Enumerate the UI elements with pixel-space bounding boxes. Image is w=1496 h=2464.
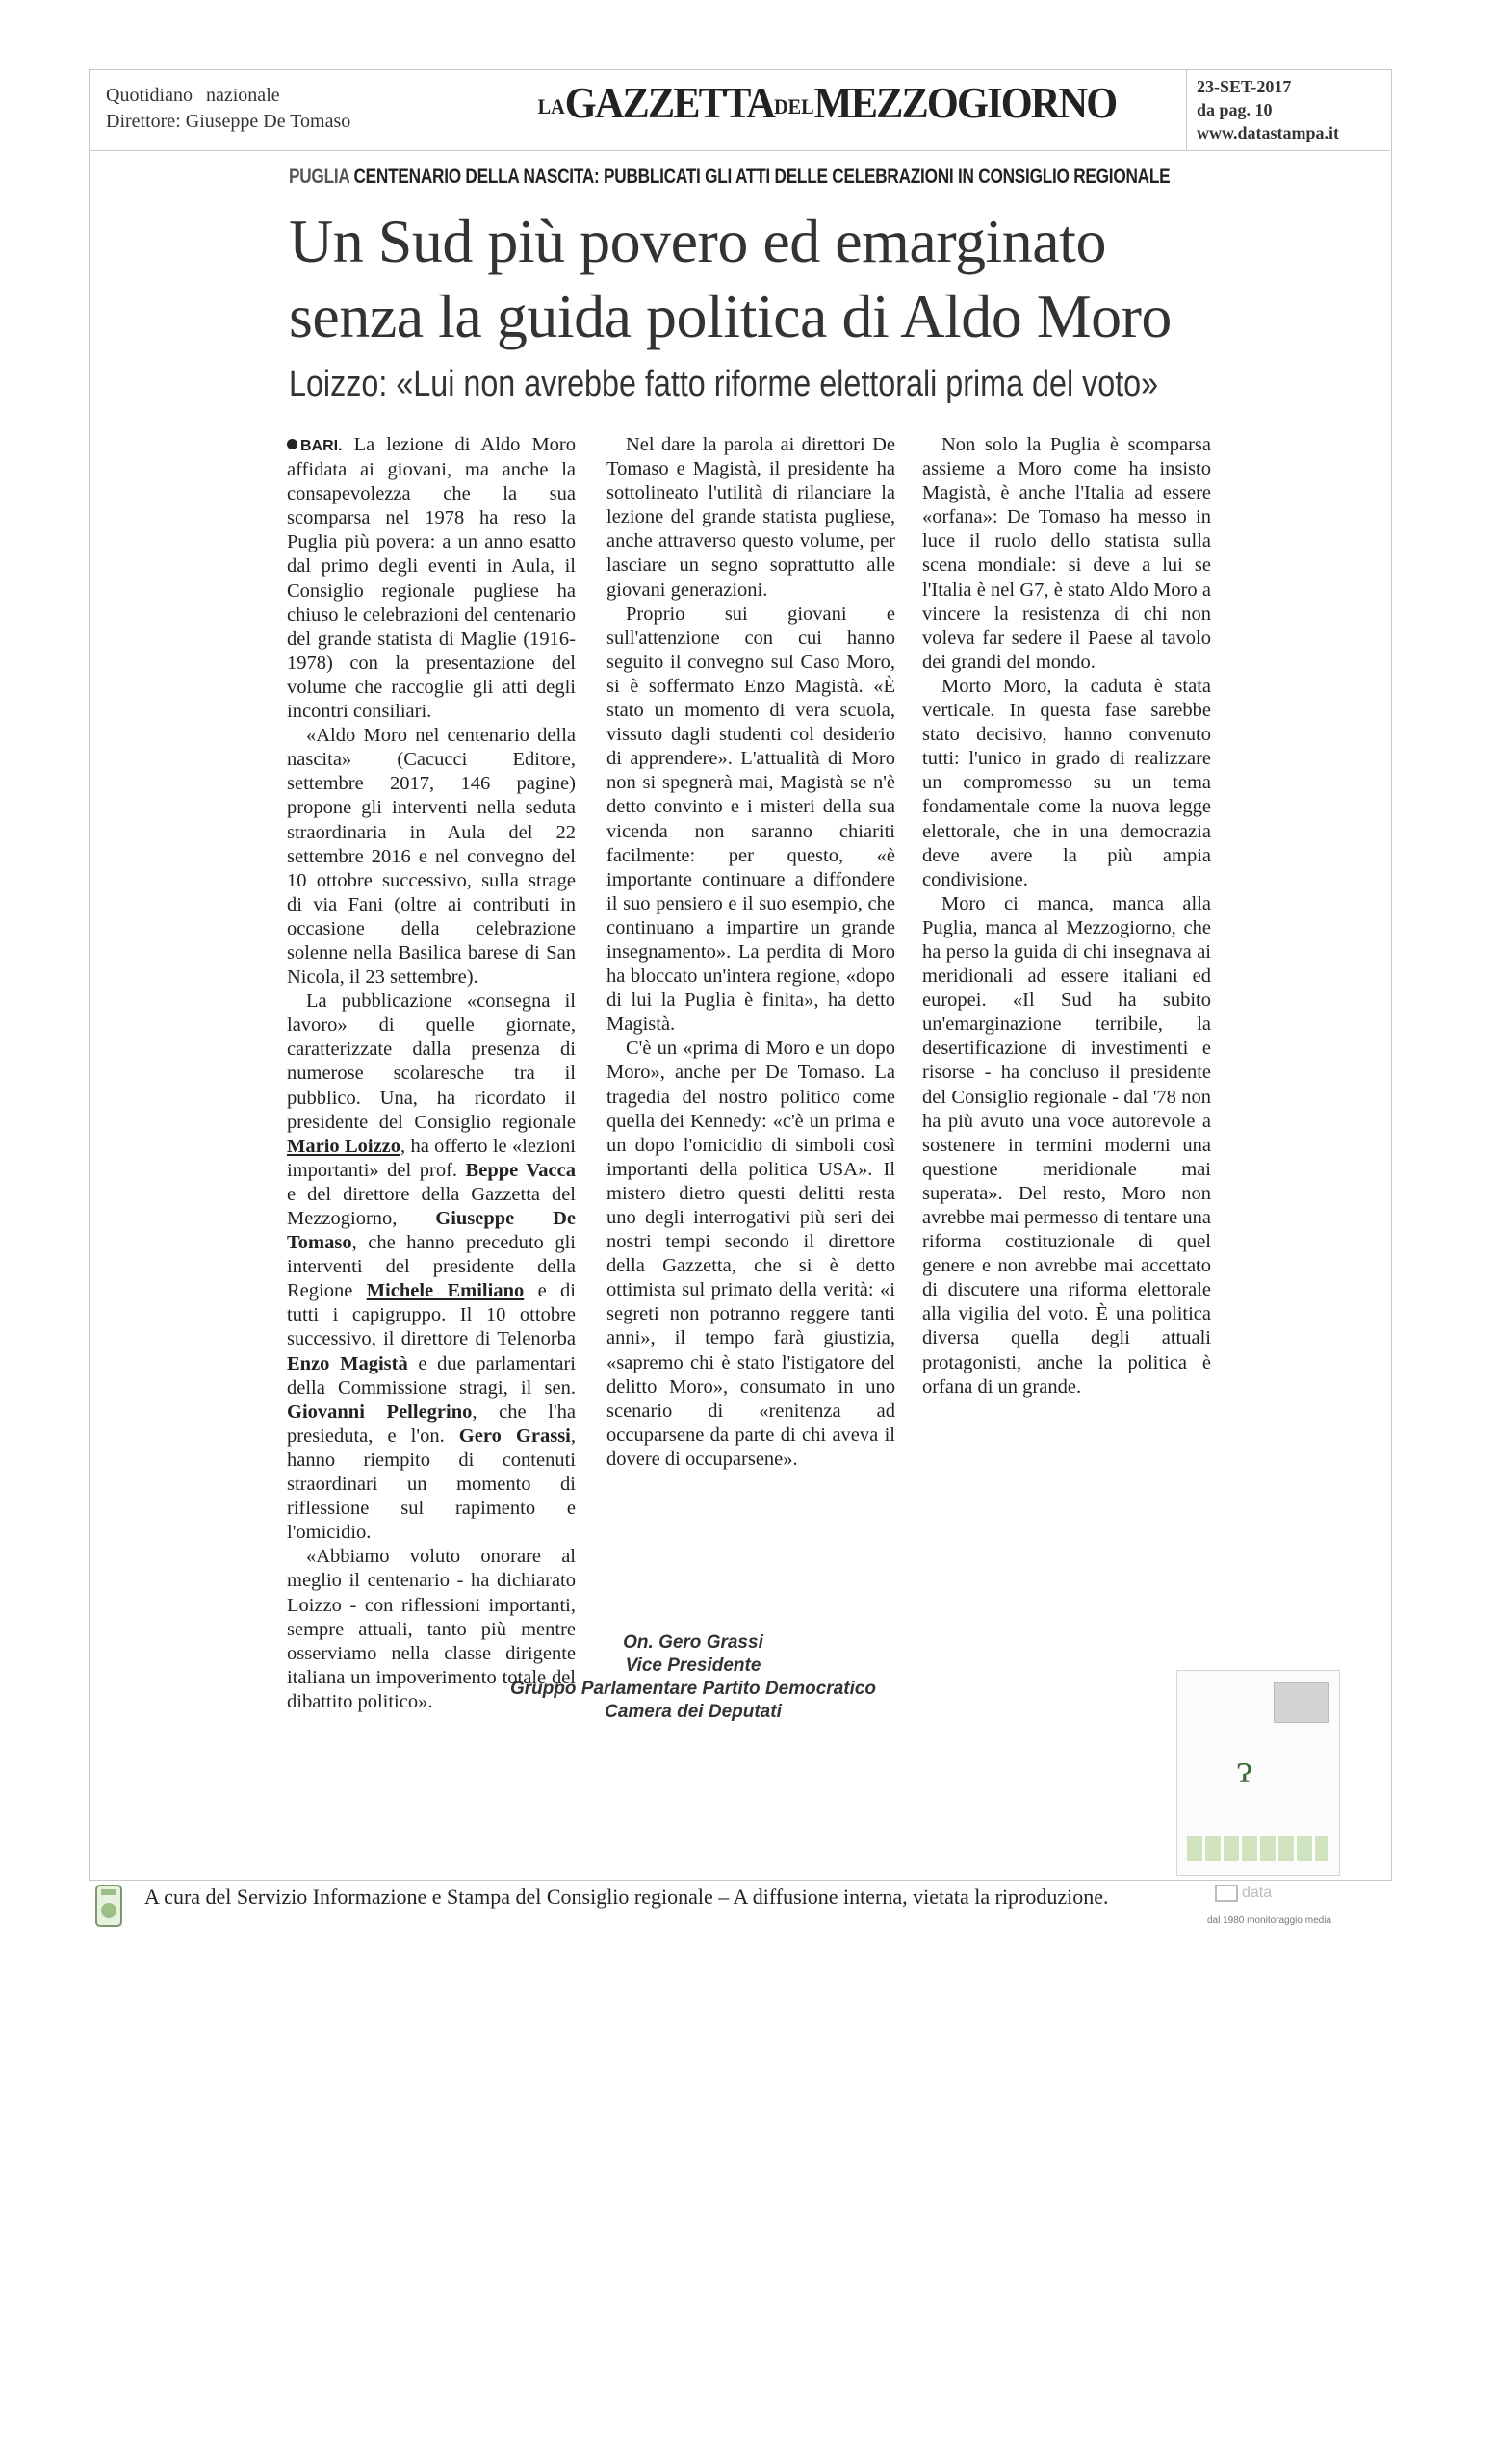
dateline: BARI. (300, 438, 343, 454)
signature-group: Gruppo Parlamentare Partito Democratico (509, 1679, 877, 1699)
signature-block (481, 1631, 905, 1724)
datastampa-logo-icon: data (1215, 1885, 1272, 1902)
publication-scope: nazionale (206, 85, 280, 106)
masthead: LAGAZZETTADELMEZZOGIORNO (537, 78, 1117, 127)
paragraph-4: «Abbiamo voluto onorare al meglio il centenario - ha dichiarato Loizzo - con riflessioni importanti, sempre attuali, tanto più mentre osserviamo nella classe dirigente italiana un impoverimento totale del dibattito politico». (287, 1546, 576, 1712)
paragraph-9: Morto Moro, la caduta è stata verticale. In questa fase sarebbe stato decisivo, hanno convenuto tutti: l'unico in grado di realizzare un compromesso su un tema fondamentale come la nuova legge elettorale, che in una democrazia deve avere la più ampia condivisione. (922, 675, 1211, 890)
clipping-site: www.datastampa.it (1197, 123, 1340, 142)
kicker: PUGLIA CENTENARIO DELLA NASCITA: PUBBLICATI GLI ATTI DELLE CELEBRAZIONI IN CONSIGLIO REGIONALE (289, 166, 1171, 188)
subheadline: Loizzo: «Lui non avrebbe fatto riforme elettorali prima del voto» (289, 364, 1159, 404)
person-name: Enzo Magistà (287, 1352, 408, 1374)
person-name: Giuseppe De Tomaso (287, 1208, 576, 1254)
article-column-2 (606, 433, 895, 1472)
editor-line: Direttore: Giuseppe De Tomaso (106, 111, 351, 132)
thumbnail-bar (1187, 1836, 1328, 1861)
page-thumbnail (1176, 1670, 1340, 1876)
person-name: Michele Emiliano (366, 1280, 525, 1302)
clipping-info (1186, 69, 1390, 150)
article-column-3 (922, 433, 1211, 1399)
paragraph-6: Proprio sui giovani e sull'attenzione con cui hanno seguito il convegno sul Caso Moro, si è soffermato Enzo Magistà. «È stato un momento di vera scuola, vissuto dagli studenti col desiderio di apprendere». L'attualità di Moro non si spegnerà mai, Magistà se n'è detto convinto e i misteri della sua vicenda non saranno chiariti facilmente: per questo, «è importante continuare a diffondere il suo pensiero e il suo esempio, che continuano a impartire un grande insegnamento». La perdita di Moro ha bloccato un'intera regione, «dopo di lui la Puglia è finita», ha detto Magistà. (606, 603, 895, 1036)
publication-type: Quotidiano (106, 85, 193, 106)
headline: Un Sud più povero ed emarginato senza la guida politica di Aldo Moro (289, 207, 1172, 350)
paragraph-5: Nel dare la parola ai direttori De Tomaso e Magistà, il presidente ha sottolineato l'utilità di rilanciare la lezione del grande statista pugliese, anche attraverso questo volume, per lasciare un segno soprattutto alle giovani generazioni. (606, 434, 895, 601)
publication-info (106, 83, 350, 135)
paragraph-2: «Aldo Moro nel centenario della nascita» (Cacucci Editore, settembre 2017, 146 pagine) propone gli interventi nella seduta straordinaria in Aula del 22 settembre 2016 e nel convegno del 10 ottobre successivo, sulla strage di via Fani (oltre ai contributi in occasione della celebrazione solenne nella Basilica barese di San Nicola, il 23 settembre). (287, 725, 576, 988)
article-column-1 (287, 433, 576, 1714)
clipping-date: 23-SET-2017 (1197, 77, 1292, 96)
paragraph-10: Moro ci manca, manca alla Puglia, manca al Mezzogiorno, che ha perso la guida di chi insegnava ai meridionali ad essere italiani ed europei. «Il Sud ha subito un'emarginazione terribile, la desertificazione di investimenti e risorse - ha concluso il presidente del Consiglio regionale - dal '78 non ha più avuto una voce autorevole a sostenere in termini moderni una questione meridionale mai superata». Del resto, Moro non avrebbe mai permesso di tentare una riforma costituzionale di quel genere e non avrebbe mai accettato di discutere una riforma elettorale alla vigilia del voto. È una politica diversa quella degli attuali protagonisti, anche la politica è orfana di un grande. (922, 892, 1211, 1398)
datastampa-tagline: dal 1980 monitoraggio media (1207, 1915, 1331, 1926)
paragraph-3: La pubblicazione «consegna il lavoro» di quelle giornate, caratterizzate dalla presenza di numerose scolaresche tra il pubblico. Una, ha ricordato il presidente del Consiglio regionale Mario Loizzo, ha offerto le «lezioni importanti» del prof. Beppe Vacca e del direttore della Gazzetta del Mezzogiorno, Giuseppe De Tomaso, che hanno preceduto gli interventi del presidente della Regione Michele Emiliano e di tutti i capigruppo. Il 10 ottobre successivo, il direttore di Telenorba Enzo Magistà e due parlamentari della Commissione stragi, il sen. Giovanni Pellegrino, che l'ha presieduta, e l'on. Gero Grassi, hanno riempito di contenuti straordinari un momento di riflessione sul rapimento e l'omicidio. (287, 990, 576, 1544)
person-name: Giovanni Pellegrino (287, 1400, 473, 1423)
person-name: Mario Loizzo (287, 1135, 401, 1157)
person-name: Beppe Vacca (465, 1159, 576, 1181)
signature-role: Vice Presidente (625, 1656, 761, 1676)
footer-note: A cura del Servizio Informazione e Stampa del Consiglio regionale – A diffusione interna, vietata la riproduzione. (144, 1885, 1109, 1909)
person-name: Gero Grassi (458, 1424, 571, 1447)
paragraph-7: C'è un «prima di Moro e un dopo Moro», anche per De Tomaso. La tragedia del nostro politico come quella dei Kennedy: «c'è un prima e un dopo l'omicidio di simboli così importanti della politica USA». Il mistero dietro questi delitti resta uno degli interrogativi più seri dei nostri tempi secondo il direttore della Gazzetta, che si è detto ottimista sul primato della verità: «i segreti non potranno reggere tanti anni», il tempo farà giustizia, «sapremo chi è stato l'istigatore del delitto Moro», consumato in uno scenario di «renitenza ad occuparsene da parte di chi aveva il dovere di occuparsene». (606, 1038, 895, 1470)
clipping-page: da pag. 10 (1197, 100, 1273, 119)
signature-chamber: Camera dei Deputati (605, 1702, 782, 1722)
thumbnail-mark-icon: ɂ (1237, 1747, 1252, 1790)
bullet-icon (287, 439, 297, 449)
signature-name: On. Gero Grassi (623, 1632, 763, 1653)
paragraph-8: Non solo la Puglia è scomparsa assieme a Moro come ha insisto Magistà, è anche l'Italia ad essere «orfana»: De Tomaso ha messo in luce il ruolo dello statista sulla scena mondiale: si deve a lui se l'Italia è nel G7, è stato Aldo Moro a vincere la resistenza di chi non voleva far sedere il Paese al tavolo dei grandi del mondo. (922, 434, 1211, 673)
page-header (89, 69, 1390, 151)
crest-icon (94, 1884, 123, 1928)
paragraph-1: BARI. La lezione di Aldo Moro affidata ai giovani, ma anche la consapevolezza che la sua scomparsa nel 1978 ha reso la Puglia più povera: a un anno esatto dal primo degli eventi in Aula, il Consiglio regionale pugliese ha chiuso le celebrazioni del centenario del grande statista di Maglie (1916-1978) con la presentazione del volume che raccoglie gli atti degli incontri consiliari. (287, 434, 577, 723)
thumbnail-photo (1274, 1682, 1329, 1723)
